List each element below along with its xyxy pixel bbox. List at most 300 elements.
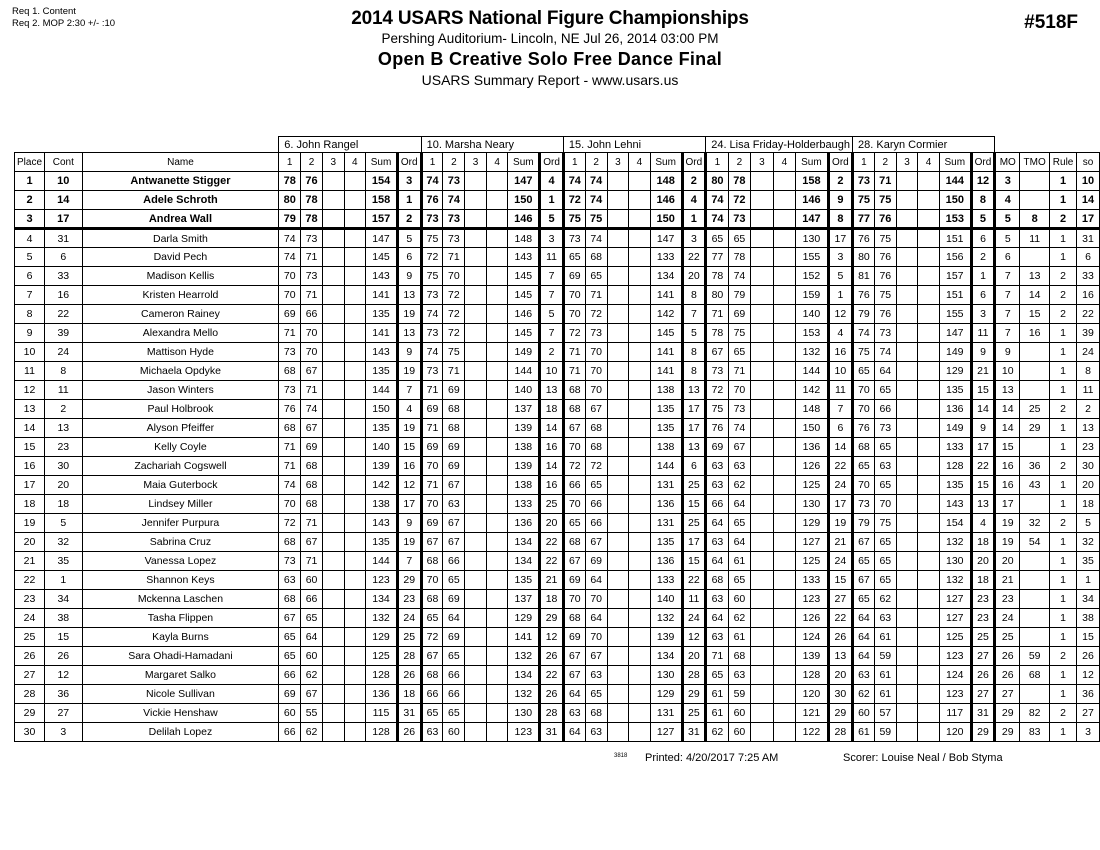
- cell-j2-2: 73: [443, 172, 465, 191]
- cell-name: Delilah Lopez: [82, 723, 279, 742]
- cell-j4-1: 74: [706, 191, 728, 210]
- results-table-wrapper: [14, 136, 1100, 742]
- cell-j4-1: 75: [706, 400, 728, 419]
- table-row[interactable]: [15, 685, 1100, 704]
- cell-j5-sum: 127: [939, 609, 971, 628]
- cell-j3-2: 71: [585, 286, 607, 305]
- cell-j5-4: [918, 343, 940, 362]
- cell-place: 26: [15, 647, 45, 666]
- cell-j5-2: 63: [874, 457, 896, 476]
- cell-name: Adele Schroth: [82, 191, 279, 210]
- table-row[interactable]: [15, 381, 1100, 400]
- cell-j3-sum: 133: [650, 571, 682, 590]
- cell-j5-3: [896, 381, 918, 400]
- cell-j5-ord: 31: [971, 704, 995, 723]
- cell-j5-ord: 20: [971, 552, 995, 571]
- cell-mo: 13: [995, 381, 1020, 400]
- cell-j2-sum: 130: [508, 704, 540, 723]
- cell-mo: 25: [995, 628, 1020, 647]
- cell-j5-4: [918, 400, 940, 419]
- cell-mo: 7: [995, 324, 1020, 343]
- cell-j3-1: 75: [563, 210, 585, 229]
- cell-j5-4: [918, 305, 940, 324]
- table-row[interactable]: [15, 495, 1100, 514]
- cell-j4-3: [751, 229, 773, 248]
- cell-j2-2: 65: [443, 647, 465, 666]
- cell-j5-2: 75: [874, 229, 896, 248]
- cell-j5-1: 80: [853, 248, 875, 267]
- cell-j3-2: 63: [585, 723, 607, 742]
- cell-j1-1: 67: [279, 609, 301, 628]
- cell-place: 16: [15, 457, 45, 476]
- cell-j5-4: [918, 723, 940, 742]
- cell-j2-2: 69: [443, 457, 465, 476]
- cell-j4-3: [751, 267, 773, 286]
- cell-j3-1: 67: [563, 552, 585, 571]
- cell-j4-3: [751, 704, 773, 723]
- cell-j4-sum: 125: [796, 552, 829, 571]
- cell-cont: 10: [45, 172, 83, 191]
- cell-j4-ord: 15: [828, 571, 852, 590]
- cell-j3-ord: 7: [682, 305, 706, 324]
- cell-j1-3: [322, 647, 344, 666]
- cell-name: Sabrina Cruz: [82, 533, 279, 552]
- table-row[interactable]: [15, 590, 1100, 609]
- cell-j3-4: [629, 286, 651, 305]
- table-row[interactable]: [15, 229, 1100, 248]
- cell-cont: 18: [45, 495, 83, 514]
- cell-j1-3: [322, 381, 344, 400]
- cell-j4-1: 77: [706, 248, 728, 267]
- table-row[interactable]: [15, 191, 1100, 210]
- cell-j5-ord: 15: [971, 381, 995, 400]
- cell-j4-1: 63: [706, 533, 728, 552]
- cell-j2-1: 73: [421, 286, 443, 305]
- cell-j4-3: [751, 590, 773, 609]
- cell-j3-1: 68: [563, 609, 585, 628]
- cell-cont: 35: [45, 552, 83, 571]
- cell-rule: 1: [1050, 628, 1077, 647]
- cell-j5-3: [896, 305, 918, 324]
- cell-j5-1: 67: [853, 533, 875, 552]
- cell-j2-1: 65: [421, 704, 443, 723]
- cell-tmo: 29: [1020, 419, 1050, 438]
- cell-mo: 14: [995, 419, 1020, 438]
- cell-j2-ord: 13: [540, 381, 564, 400]
- cell-place: 2: [15, 191, 45, 210]
- cell-j5-2: 76: [874, 305, 896, 324]
- judge-header-5: 28. Karyn Cormier: [853, 137, 995, 153]
- cell-j3-ord: 25: [682, 476, 706, 495]
- cell-j3-2: 64: [585, 571, 607, 590]
- cell-j1-2: 71: [301, 552, 323, 571]
- table-row[interactable]: [15, 400, 1100, 419]
- cell-mo: 10: [995, 362, 1020, 381]
- cell-j5-3: [896, 533, 918, 552]
- cell-j4-1: 71: [706, 647, 728, 666]
- cell-j1-ord: 9: [397, 514, 421, 533]
- cell-j1-sum: 129: [366, 628, 398, 647]
- cell-j3-3: [607, 229, 629, 248]
- cell-j1-ord: 6: [397, 248, 421, 267]
- cell-j1-3: [322, 666, 344, 685]
- cell-j1-1: 70: [279, 267, 301, 286]
- cell-j4-1: 68: [706, 571, 728, 590]
- cell-name: Mattison Hyde: [82, 343, 279, 362]
- cell-j1-1: 80: [279, 191, 301, 210]
- cell-j1-1: 69: [279, 305, 301, 324]
- table-row[interactable]: [15, 210, 1100, 229]
- cell-j2-4: [486, 571, 508, 590]
- cell-j4-ord: 8: [828, 210, 852, 229]
- cell-tmo: [1020, 628, 1050, 647]
- cell-j3-1: 69: [563, 571, 585, 590]
- cell-rule: 1: [1050, 324, 1077, 343]
- cell-so: 39: [1077, 324, 1100, 343]
- cell-j2-ord: 2: [540, 343, 564, 362]
- cell-cont: 6: [45, 248, 83, 267]
- cell-j2-ord: 18: [540, 590, 564, 609]
- cell-j2-4: [486, 476, 508, 495]
- table-row[interactable]: [15, 476, 1100, 495]
- cell-j5-4: [918, 210, 940, 229]
- cell-j3-1: 67: [563, 419, 585, 438]
- cell-j4-1: 63: [706, 628, 728, 647]
- cell-j1-sum: 142: [366, 476, 398, 495]
- cell-rule: 1: [1050, 362, 1077, 381]
- column-header-mo: MO: [995, 153, 1020, 172]
- cell-j5-2: 71: [874, 172, 896, 191]
- cell-j4-2: 64: [728, 533, 750, 552]
- cell-j3-sum: 134: [650, 267, 682, 286]
- column-header-rule: Rule: [1050, 153, 1077, 172]
- cell-tmo: 13: [1020, 267, 1050, 286]
- cell-j5-2: 57: [874, 704, 896, 723]
- cell-j3-4: [629, 419, 651, 438]
- cell-j4-ord: 27: [828, 590, 852, 609]
- cell-j4-ord: 17: [828, 229, 852, 248]
- cell-j1-2: 67: [301, 419, 323, 438]
- cell-j5-ord: 27: [971, 647, 995, 666]
- requirements-block: [12, 6, 115, 30]
- cell-name: Jason Winters: [82, 381, 279, 400]
- cell-j2-4: [486, 286, 508, 305]
- cell-so: 5: [1077, 514, 1100, 533]
- cell-j3-1: 70: [563, 495, 585, 514]
- cell-j4-ord: 2: [828, 172, 852, 191]
- cell-j1-1: 71: [279, 457, 301, 476]
- cell-so: 6: [1077, 248, 1100, 267]
- cell-j4-2: 61: [728, 628, 750, 647]
- cell-j2-4: [486, 666, 508, 685]
- cell-j5-sum: 132: [939, 571, 971, 590]
- cell-mo: 7: [995, 305, 1020, 324]
- cell-j2-1: 73: [421, 362, 443, 381]
- table-row[interactable]: [15, 723, 1100, 742]
- cell-j1-4: [344, 210, 366, 229]
- cell-j5-1: 64: [853, 647, 875, 666]
- cell-j4-1: 73: [706, 362, 728, 381]
- cell-j2-2: 63: [443, 495, 465, 514]
- cell-j1-sum: 135: [366, 533, 398, 552]
- cell-j1-2: 66: [301, 305, 323, 324]
- page-title: 2014 USARS National Figure Championships: [351, 8, 749, 29]
- cell-j4-sum: 124: [796, 628, 829, 647]
- cell-j4-sum: 158: [796, 172, 829, 191]
- cell-mo: 21: [995, 571, 1020, 590]
- cell-j3-sum: 131: [650, 514, 682, 533]
- cell-j5-ord: 26: [971, 666, 995, 685]
- cell-j5-3: [896, 210, 918, 229]
- cell-j2-sum: 132: [508, 685, 540, 704]
- cell-mo: 19: [995, 533, 1020, 552]
- cell-j2-3: [465, 590, 487, 609]
- table-row[interactable]: [15, 666, 1100, 685]
- cell-j2-3: [465, 685, 487, 704]
- cell-so: 23: [1077, 438, 1100, 457]
- cell-j3-sum: 130: [650, 666, 682, 685]
- cell-j3-4: [629, 210, 651, 229]
- cell-j2-1: 73: [421, 324, 443, 343]
- cell-j4-1: 63: [706, 457, 728, 476]
- cell-cont: 3: [45, 723, 83, 742]
- cell-j3-sum: 141: [650, 286, 682, 305]
- cell-tmo: 15: [1020, 305, 1050, 324]
- table-row[interactable]: [15, 552, 1100, 571]
- cell-j2-ord: 12: [540, 628, 564, 647]
- cell-j5-3: [896, 229, 918, 248]
- table-row[interactable]: [15, 438, 1100, 457]
- cell-j2-1: 69: [421, 514, 443, 533]
- cell-j4-1: 64: [706, 609, 728, 628]
- cell-j3-sum: 138: [650, 381, 682, 400]
- cell-j5-3: [896, 609, 918, 628]
- cell-j4-ord: 7: [828, 400, 852, 419]
- cell-mo: 9: [995, 343, 1020, 362]
- cell-j4-sum: 148: [796, 400, 829, 419]
- cell-j3-3: [607, 438, 629, 457]
- cell-j5-4: [918, 438, 940, 457]
- column-header-j3-sum: Sum: [650, 153, 682, 172]
- column-header-cont: Cont: [45, 153, 83, 172]
- table-row[interactable]: [15, 172, 1100, 191]
- cell-j4-4: [773, 495, 795, 514]
- table-row[interactable]: [15, 514, 1100, 533]
- cell-j2-1: 74: [421, 305, 443, 324]
- cell-j1-sum: 115: [366, 704, 398, 723]
- cell-so: 26: [1077, 647, 1100, 666]
- cell-j5-1: 76: [853, 419, 875, 438]
- table-row[interactable]: [15, 248, 1100, 267]
- cell-j1-ord: 15: [397, 438, 421, 457]
- cell-j3-ord: 6: [682, 457, 706, 476]
- cell-so: 35: [1077, 552, 1100, 571]
- cell-j3-2: 64: [585, 609, 607, 628]
- cell-j1-3: [322, 343, 344, 362]
- cell-j5-1: 63: [853, 666, 875, 685]
- cell-name: Cameron Rainey: [82, 305, 279, 324]
- cell-j5-3: [896, 248, 918, 267]
- cell-j5-2: 70: [874, 495, 896, 514]
- cell-j3-sum: 136: [650, 495, 682, 514]
- cell-j2-sum: 133: [508, 495, 540, 514]
- table-row[interactable]: [15, 419, 1100, 438]
- cell-j3-1: 72: [563, 457, 585, 476]
- cell-j2-4: [486, 400, 508, 419]
- judge-header-2: 10. Marsha Neary: [421, 137, 563, 153]
- table-row[interactable]: [15, 286, 1100, 305]
- cell-j5-2: 61: [874, 628, 896, 647]
- cell-j2-ord: 4: [540, 172, 564, 191]
- table-row[interactable]: [15, 533, 1100, 552]
- cell-j1-4: [344, 400, 366, 419]
- cell-j5-ord: 23: [971, 590, 995, 609]
- cell-j2-ord: 7: [540, 286, 564, 305]
- cell-j5-ord: 6: [971, 286, 995, 305]
- cell-j3-3: [607, 609, 629, 628]
- cell-j3-4: [629, 609, 651, 628]
- cell-j5-ord: 18: [971, 571, 995, 590]
- cell-j5-2: 65: [874, 438, 896, 457]
- table-row[interactable]: [15, 571, 1100, 590]
- cell-j2-ord: 26: [540, 647, 564, 666]
- cell-name: Vanessa Lopez: [82, 552, 279, 571]
- cell-j3-1: 70: [563, 286, 585, 305]
- table-row[interactable]: [15, 704, 1100, 723]
- cell-j3-ord: 8: [682, 286, 706, 305]
- cell-j1-1: 65: [279, 628, 301, 647]
- cell-j2-3: [465, 305, 487, 324]
- cell-so: 20: [1077, 476, 1100, 495]
- cell-name: Alyson Pfeiffer: [82, 419, 279, 438]
- cell-tmo: [1020, 609, 1050, 628]
- cell-j1-3: [322, 229, 344, 248]
- cell-j3-1: 64: [563, 685, 585, 704]
- cell-j1-4: [344, 647, 366, 666]
- cell-j2-1: 75: [421, 267, 443, 286]
- cell-j4-3: [751, 609, 773, 628]
- cell-name: Maia Guterbock: [82, 476, 279, 495]
- cell-so: 16: [1077, 286, 1100, 305]
- cell-j2-2: 69: [443, 438, 465, 457]
- cell-j5-1: 76: [853, 286, 875, 305]
- cell-j5-1: 79: [853, 514, 875, 533]
- cell-j3-4: [629, 400, 651, 419]
- cell-so: 30: [1077, 457, 1100, 476]
- column-header-j4-ord: Ord: [828, 153, 852, 172]
- cell-j5-3: [896, 362, 918, 381]
- cell-j4-3: [751, 172, 773, 191]
- cell-j1-1: 76: [279, 400, 301, 419]
- cell-j5-ord: 27: [971, 685, 995, 704]
- cell-rule: 2: [1050, 457, 1077, 476]
- cell-j1-ord: 13: [397, 286, 421, 305]
- table-row[interactable]: [15, 305, 1100, 324]
- cell-j1-2: 70: [301, 343, 323, 362]
- cell-j4-sum: 126: [796, 609, 829, 628]
- cell-j3-3: [607, 552, 629, 571]
- cell-j1-sum: 132: [366, 609, 398, 628]
- cell-j4-4: [773, 267, 795, 286]
- cell-j4-2: 69: [728, 305, 750, 324]
- cell-j4-2: 70: [728, 381, 750, 400]
- cell-j5-4: [918, 666, 940, 685]
- cell-j5-sum: 127: [939, 590, 971, 609]
- table-row[interactable]: [15, 628, 1100, 647]
- cell-j2-4: [486, 229, 508, 248]
- cell-j4-3: [751, 495, 773, 514]
- cell-j5-3: [896, 495, 918, 514]
- cell-j3-1: 64: [563, 723, 585, 742]
- cell-j4-sum: 136: [796, 438, 829, 457]
- cell-place: 8: [15, 305, 45, 324]
- cell-j2-2: 65: [443, 704, 465, 723]
- cell-j1-1: 68: [279, 590, 301, 609]
- cell-cont: 5: [45, 514, 83, 533]
- cell-tmo: [1020, 191, 1050, 210]
- table-row[interactable]: [15, 362, 1100, 381]
- cell-j5-2: 59: [874, 647, 896, 666]
- cell-tmo: [1020, 381, 1050, 400]
- table-row[interactable]: [15, 647, 1100, 666]
- cell-mo: 24: [995, 609, 1020, 628]
- printed-timestamp: Printed: 4/20/2017 7:25 AM: [645, 752, 779, 764]
- cell-j3-2: 70: [585, 362, 607, 381]
- cell-j2-sum: 144: [508, 362, 540, 381]
- cell-cont: 13: [45, 419, 83, 438]
- table-row[interactable]: [15, 457, 1100, 476]
- cell-j2-2: 72: [443, 286, 465, 305]
- cell-j1-2: 67: [301, 685, 323, 704]
- cell-place: 17: [15, 476, 45, 495]
- cell-j5-ord: 4: [971, 514, 995, 533]
- cell-j3-4: [629, 305, 651, 324]
- cell-j1-ord: 7: [397, 552, 421, 571]
- column-header-j5-4: 4: [918, 153, 940, 172]
- venue-line: Pershing Auditorium- Lincoln, NE Jul 26, 2014 03:00 PM: [381, 31, 719, 46]
- table-row[interactable]: [15, 267, 1100, 286]
- cell-j2-4: [486, 647, 508, 666]
- table-row[interactable]: [15, 343, 1100, 362]
- cell-j4-4: [773, 400, 795, 419]
- cell-j4-4: [773, 210, 795, 229]
- cell-j2-1: 69: [421, 438, 443, 457]
- cell-j1-1: 70: [279, 286, 301, 305]
- cell-place: 12: [15, 381, 45, 400]
- cell-j2-ord: 5: [540, 305, 564, 324]
- cell-mo: 3: [995, 172, 1020, 191]
- cell-j2-1: 68: [421, 552, 443, 571]
- cell-j2-3: [465, 362, 487, 381]
- cell-j4-ord: 26: [828, 628, 852, 647]
- cell-j2-1: 63: [421, 723, 443, 742]
- cell-j4-3: [751, 476, 773, 495]
- cell-j2-3: [465, 229, 487, 248]
- cell-j2-2: 64: [443, 609, 465, 628]
- cell-j4-ord: 12: [828, 305, 852, 324]
- table-row[interactable]: [15, 324, 1100, 343]
- cell-j1-3: [322, 191, 344, 210]
- cell-j5-ord: 9: [971, 419, 995, 438]
- cell-j1-ord: 7: [397, 381, 421, 400]
- cell-j2-2: 72: [443, 324, 465, 343]
- cell-rule: 1: [1050, 172, 1077, 191]
- table-row[interactable]: [15, 609, 1100, 628]
- cell-j5-4: [918, 476, 940, 495]
- cell-j2-1: 69: [421, 400, 443, 419]
- cell-j5-ord: 6: [971, 229, 995, 248]
- cell-so: 12: [1077, 666, 1100, 685]
